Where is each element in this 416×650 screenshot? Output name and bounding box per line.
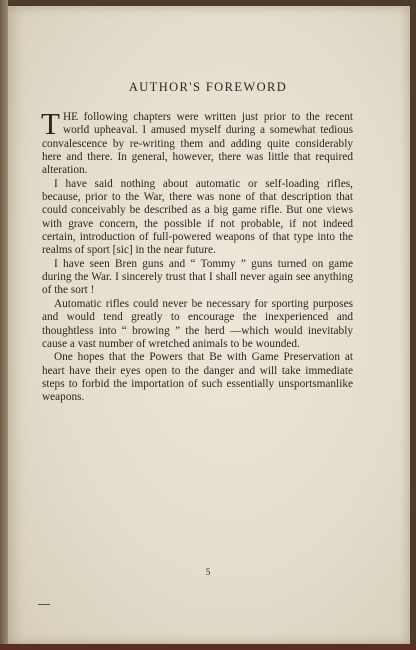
page-title: AUTHOR'S FOREWORD — [128, 80, 288, 94]
pencil-mark — [38, 604, 50, 605]
paragraph-1 — [41, 106, 353, 178]
book-spine-edge — [0, 0, 8, 650]
drop-cap: T — [41, 106, 60, 141]
page-number: 5 — [205, 567, 211, 577]
paragraph-4: Automatic rifles could never be necessary for sporting purposes and would tend greatly to encourage the inexperienced and thoughtless into “ browing ” the herd —which would inevitably cause a vast number of wretched animals to be wounded. — [42, 297, 353, 350]
paragraph-1-text: HE following chapters were written just prior to the recent world upheaval. I amused myself during a somewhat tedious convalescence by re-writing them and adding quite considerably here and there. In general, however, there was little that required alteration. — [42, 111, 353, 177]
paragraph-5: One hopes that the Powers that Be with Game Preservation at heart have their eyes open to the danger and will take immediate steps to forbid the importation of such essentially unsportsmanlike weapons. — [42, 351, 353, 404]
paragraph-2: I have said nothing about automatic or self-loading rifles, because, prior to the War, there was none of that description that could conceivably be described as a big game rifle. But one views with grave concern, the possible if not probable, if not indeed certain, introduction of full-powered weapons of that type into the realms of sport [sic] in the near future. — [42, 177, 353, 257]
paragraph-3: I have seen Bren guns and “ Tommy ” guns turned on game during the War. I sincerely trust that I shall never again see anything of the sort ! — [42, 257, 353, 297]
foreword-body — [41, 106, 353, 405]
book-cover-edge — [0, 644, 416, 650]
